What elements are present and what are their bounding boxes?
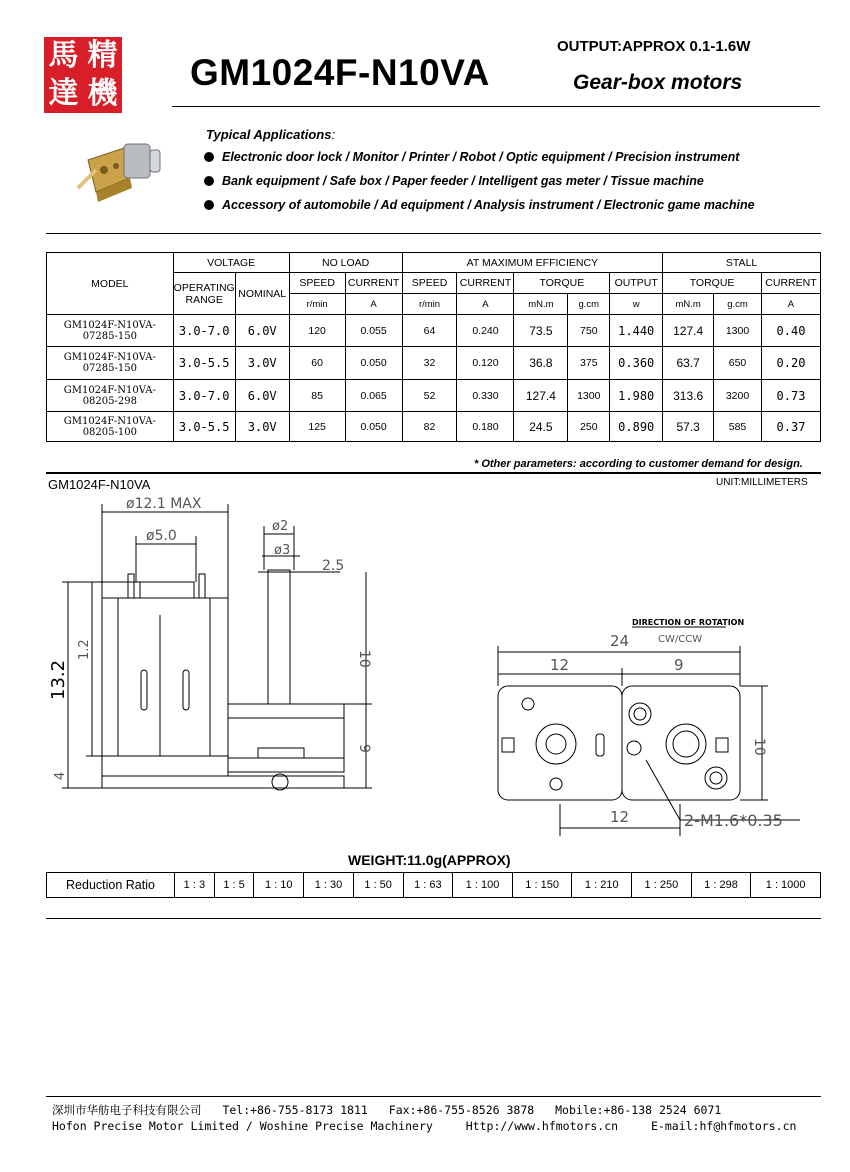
cell-range: 3.0-5.5 <box>173 347 235 380</box>
reduction-ratio-table <box>46 872 821 898</box>
website-link[interactable]: Http://www.hfmotors.cn <box>465 1119 619 1133</box>
unit-rmin: r/min <box>289 294 345 315</box>
cell-model <box>47 315 174 347</box>
footer-web-line <box>52 1119 796 1133</box>
dim-width-9: 9 <box>674 656 684 674</box>
header-torque: TORQUE <box>663 273 762 294</box>
model-title: GM1024F-N10VA <box>190 52 490 93</box>
cell-me-output: 0.890 <box>610 412 663 442</box>
cell-st-gcm: 585 <box>714 412 762 442</box>
unit-rmin: r/min <box>402 294 457 315</box>
header-speed: SPEED <box>289 273 345 294</box>
dim-height-10: 10 <box>356 650 372 668</box>
drawing-divider <box>46 472 821 474</box>
cell-st-gcm: 3200 <box>714 380 762 412</box>
applications-title-text: Typical Applications <box>206 127 332 142</box>
dim-width-25: 2.5 <box>322 558 345 574</box>
header-voltage: VOLTAGE <box>173 253 289 273</box>
company-name-en: Hofon Precise Motor Limited / Woshine Precise Machinery <box>52 1119 433 1133</box>
cell-st-current: 0.20 <box>761 347 820 380</box>
cell-model <box>47 412 174 442</box>
cell-me-gcm: 1300 <box>568 380 610 412</box>
cell-nominal: 3.0V <box>235 347 289 380</box>
model-line: GM1024F-N10VA- <box>63 415 156 427</box>
ratio-value: 1 : 10 <box>254 873 304 898</box>
technical-drawing <box>0 490 850 850</box>
cell-st-gcm: 1300 <box>714 315 762 347</box>
dim-height-132: 13.2 <box>48 659 69 700</box>
cell-st-mnm: 127.4 <box>663 315 714 347</box>
dim-width-12: 12 <box>550 656 570 674</box>
dim-height-4: 4 <box>53 771 68 780</box>
mobile: Mobile:+86-138 2524 6071 <box>555 1103 722 1117</box>
applications-title <box>206 127 335 142</box>
header-divider <box>172 106 820 107</box>
front-view <box>498 627 800 836</box>
table-row <box>47 347 821 380</box>
cell-me-output: 1.980 <box>610 380 663 412</box>
model-line: 07285-150 <box>82 363 137 374</box>
applications-title-suffix: : <box>331 127 336 142</box>
cell-me-gcm: 250 <box>568 412 610 442</box>
cell-nl-speed: 85 <box>289 380 345 412</box>
logo-char: 馬 <box>48 38 79 73</box>
cell-me-speed: 32 <box>402 347 457 380</box>
motor-photo <box>66 130 176 210</box>
dim-height-12: 1.2 <box>77 639 92 660</box>
header-no-load: NO LOAD <box>289 253 402 273</box>
cell-nl-current: 0.050 <box>345 347 402 380</box>
dim-height-9: 9 <box>356 744 372 753</box>
header-output: OUTPUT <box>610 273 663 294</box>
phone: Tel:+86-755-8173 1811 <box>222 1103 368 1117</box>
spec-table <box>46 252 821 442</box>
header-current: CURRENT <box>761 273 820 294</box>
cell-me-mnm: 36.8 <box>514 347 568 380</box>
ratio-value: 1 : 63 <box>403 873 453 898</box>
application-text: Accessory of automobile / Ad equipment / Analysis instrument / Electronic game machine <box>222 198 755 212</box>
ratio-value: 1 : 5 <box>214 873 254 898</box>
cell-st-mnm: 63.7 <box>663 347 714 380</box>
unit-a: A <box>761 294 820 315</box>
application-line <box>204 174 704 188</box>
logo-char: 達 <box>48 76 79 111</box>
side-view <box>62 504 372 790</box>
application-line <box>204 150 739 164</box>
fax: Fax:+86-755-8526 3878 <box>388 1103 535 1117</box>
cell-st-gcm: 650 <box>714 347 762 380</box>
unit-mnm: mN.m <box>663 294 714 315</box>
ratio-label: Reduction Ratio <box>47 873 175 898</box>
dim-diameter-5: ø5.0 <box>146 528 177 544</box>
table-row <box>47 315 821 347</box>
cell-model <box>47 347 174 380</box>
logo-char: 精 <box>87 38 118 73</box>
cell-me-current: 0.240 <box>457 315 514 347</box>
application-line <box>204 198 755 212</box>
header-current: CURRENT <box>457 273 514 294</box>
bullet-icon <box>204 176 214 186</box>
header-torque: TORQUE <box>514 273 610 294</box>
ratio-value: 1 : 298 <box>691 873 751 898</box>
dim-screw: 2-M1.6*0.35 <box>684 811 783 830</box>
ratio-value: 1 : 150 <box>512 873 572 898</box>
cell-me-current: 0.180 <box>457 412 514 442</box>
cell-st-current: 0.37 <box>761 412 820 442</box>
ratio-value: 1 : 100 <box>453 873 513 898</box>
dim-width-24: 24 <box>610 632 630 650</box>
unit-gcm: g.cm <box>714 294 762 315</box>
cell-st-mnm: 57.3 <box>663 412 714 442</box>
dim-diameter-3: ø3 <box>274 543 291 558</box>
application-text: Electronic door lock / Monitor / Printer / Robot / Optic equipment / Precision instrument <box>222 150 740 164</box>
dim-bottom-12: 12 <box>610 808 630 826</box>
logo-char: 機 <box>87 76 118 111</box>
cell-me-gcm: 375 <box>568 347 610 380</box>
header-model: MODEL <box>47 253 174 315</box>
cell-range: 3.0-7.0 <box>173 380 235 412</box>
unit-w: w <box>610 294 663 315</box>
cell-st-current: 0.40 <box>761 315 820 347</box>
drawing-label: GM1024F-N10VA <box>48 477 151 492</box>
cell-me-speed: 52 <box>402 380 457 412</box>
model-line: 08205-100 <box>82 426 137 438</box>
header-nominal: NOMINAL <box>235 273 289 315</box>
cell-me-mnm: 73.5 <box>514 315 568 347</box>
design-note: * Other parameters: according to customer demand for design. <box>474 458 803 470</box>
weight-label: WEIGHT:11.0g(APPROX) <box>348 852 511 868</box>
header-max-efficiency: AT MAXIMUM EFFICIENCY <box>402 253 663 273</box>
cell-nl-speed: 60 <box>289 347 345 380</box>
cell-nominal: 6.0V <box>235 315 289 347</box>
header-stall: STALL <box>663 253 821 273</box>
cell-nominal: 6.0V <box>235 380 289 412</box>
cell-me-current: 0.330 <box>457 380 514 412</box>
rotation-direction: CW/CCW <box>658 634 703 645</box>
rotation-title: DIRECTION OF ROTATION <box>632 618 745 627</box>
cell-me-gcm: 750 <box>568 315 610 347</box>
model-line: 07285-150 <box>82 330 137 342</box>
cell-me-speed: 82 <box>402 412 457 442</box>
dim-diameter-2: ø2 <box>272 519 289 534</box>
front-view-labels <box>550 618 783 830</box>
footer-divider <box>46 1096 821 1097</box>
unit-label: UNIT:MILLIMETERS <box>716 477 808 488</box>
cell-nl-current: 0.065 <box>345 380 402 412</box>
cell-nl-speed: 120 <box>289 315 345 347</box>
cell-me-mnm: 127.4 <box>514 380 568 412</box>
cell-st-mnm: 313.6 <box>663 380 714 412</box>
cell-nl-current: 0.055 <box>345 315 402 347</box>
cell-me-current: 0.120 <box>457 347 514 380</box>
cell-range: 3.0-5.5 <box>173 412 235 442</box>
ratio-value: 1 : 1000 <box>751 873 821 898</box>
company-name-cn: 深圳市华舫电子科技有限公司 <box>52 1103 202 1117</box>
output-power: OUTPUT:APPROX 0.1-1.6W <box>557 38 751 55</box>
model-line: GM1024F-N10VA- <box>63 319 156 331</box>
application-text: Bank equipment / Safe box / Paper feeder / Intelligent gas meter / Tissue machine <box>222 174 704 188</box>
ratio-value: 1 : 3 <box>175 873 215 898</box>
table-row <box>47 412 821 442</box>
cell-model <box>47 380 174 412</box>
unit-gcm: g.cm <box>568 294 610 315</box>
cell-me-output: 1.440 <box>610 315 663 347</box>
cell-range: 3.0-7.0 <box>173 315 235 347</box>
company-logo <box>44 37 122 113</box>
cell-me-speed: 64 <box>402 315 457 347</box>
cell-me-mnm: 24.5 <box>514 412 568 442</box>
ratio-divider <box>46 918 821 919</box>
unit-mnm: mN.m <box>514 294 568 315</box>
unit-a: A <box>345 294 402 315</box>
header-speed: SPEED <box>402 273 457 294</box>
product-subtitle: Gear-box motors <box>573 71 743 94</box>
unit-a: A <box>457 294 514 315</box>
cell-nominal: 3.0V <box>235 412 289 442</box>
ratio-value: 1 : 50 <box>353 873 403 898</box>
cell-me-output: 0.360 <box>610 347 663 380</box>
model-line: GM1024F-N10VA- <box>63 352 156 363</box>
email-link[interactable]: E-mail:hf@hfmotors.cn <box>651 1119 797 1133</box>
bullet-icon <box>204 200 214 210</box>
dim-diameter-12: ø12.1 MAX <box>126 496 202 512</box>
ratio-value: 1 : 210 <box>572 873 632 898</box>
header-current: CURRENT <box>345 273 402 294</box>
model-line: 08205-298 <box>82 395 137 407</box>
model-line: GM1024F-N10VA- <box>63 384 156 396</box>
ratio-value: 1 : 250 <box>632 873 692 898</box>
bullet-icon <box>204 152 214 162</box>
footer-contact-line <box>52 1102 721 1118</box>
dim-height-10-front: 10 <box>751 738 767 756</box>
cell-nl-speed: 125 <box>289 412 345 442</box>
section-divider <box>46 233 821 234</box>
cell-nl-current: 0.050 <box>345 412 402 442</box>
cell-st-current: 0.73 <box>761 380 820 412</box>
ratio-value: 1 : 30 <box>304 873 354 898</box>
header-operating-range: OPERATING RANGE <box>173 273 235 315</box>
table-row <box>47 380 821 412</box>
